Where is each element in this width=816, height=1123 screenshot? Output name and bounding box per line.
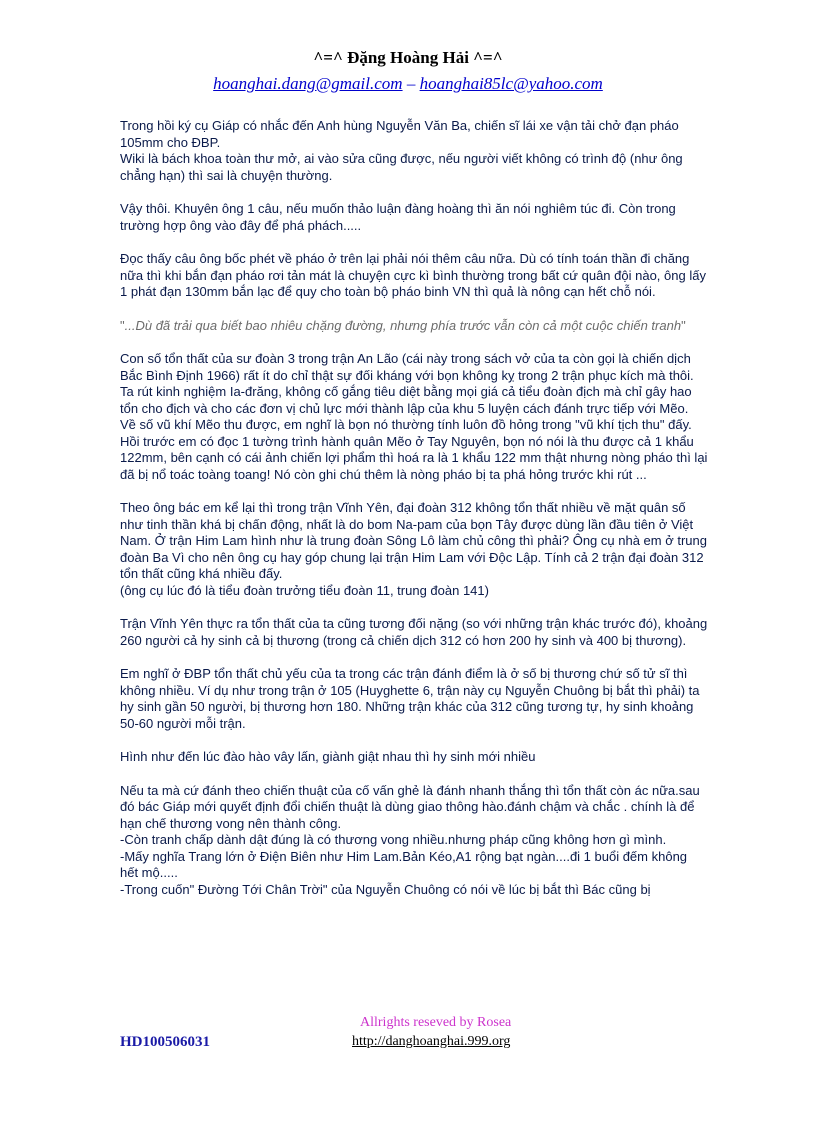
email-separator: – xyxy=(402,74,420,93)
paragraph-3: Đọc thấy câu ông bốc phét về pháo ở trên lại phải nói thêm câu nữa. Dù có tính toán thần đi chăng nữa thì khi bắn đạn pháo rơi tản mát là chuyện cực kì bình thường trong bất cứ quân đội nào, ông lấy 1 phát đạn 130mm bắn lạc để quy cho toàn bộ pháo binh VN thì quả là nông cạn hết chỗ nói. xyxy=(120,251,706,299)
email-link-yahoo[interactable]: hoanghai85lc@yahoo.com xyxy=(419,74,603,93)
paragraph-8: Hình như đến lúc đào hào vây lấn, giành giật nhau thì hy sinh mới nhiều xyxy=(120,749,536,764)
quote-open-mark: " xyxy=(120,317,125,333)
quote-paragraph xyxy=(120,318,708,335)
paragraph-1: Trong hồi ký cụ Giáp có nhắc đến Anh hùng Nguyễn Văn Ba, chiến sĩ lái xe vận tải chở đạn pháo 105mm cho ĐBP. Wiki là bách khoa toàn thư mở, ai vào sửa cũng được, nếu người viết không có trình độ (như ông chẳng hạn) thì sai là chuyện thường. xyxy=(120,118,683,183)
paragraph-9: Nếu ta mà cứ đánh theo chiến thuật của cố vấn ghẻ là đánh nhanh thắng thì tổn thất còn ác nữa.sau đó bác Giáp mới quyết định đổi chiến thuật là dùng giao thông hào.đánh chậm và chắc . chính là để hạn chế thương vong nên thành công. -Còn tranh chấp dành dật đúng là có thương vong nhiều.nhưng pháp cũng không hơn gì mình. -Mấy nghĩa Trang lớn ở Điện Biên như Him Lam.Bản Kéo,A1 rộng bạt ngàn....đi 1 buổi đếm không hết mộ..... -Trong cuốn" Đường Tới Chân Trời" của Nguyễn Chuông có nói về lúc bị bắt thì Bác cũng bị xyxy=(120,782,700,897)
paragraph-6: Trận Vĩnh Yên thực ra tổn thất của ta cũng tương đối nặng (so với những trận khác trước đó), khoảng 260 người cả hy sinh cả bị thương (trong cả chiến dịch 312 có hơn 200 hy sinh và 400 bị thương). xyxy=(120,616,708,648)
paragraph-7: Em nghĩ ở ĐBP tổn thất chủ yếu của ta trong các trận đánh điểm là ở số bị thương chứ số tử sĩ thì không nhiều. Ví dụ như trong trận ở 105 (Huyghette 6, trận này cụ Nguyễn Chuông bị bắt thì phải) ta hy sinh gần 50 người, bị thương hơn 180. Những trận khác của 312 cũng tương tự, hy sinh khoảng 50-60 người mỗi trận. xyxy=(120,666,700,731)
quote-close-mark: " xyxy=(681,317,686,333)
paragraph-2: Vậy thôi. Khuyên ông 1 câu, nếu muốn thảo luận đàng hoàng thì ăn nói nghiêm túc đi. Còn trong trường hợp ông vào đây để phá phách..... xyxy=(120,201,676,233)
footer-rights: Allrights reseved by Rosea xyxy=(360,1015,512,1030)
quote-text: ...Dù đã trải qua biết bao nhiêu chặng đường, nhưng phía trước vẫn còn cả một cuộc chiến tranh xyxy=(124,317,682,333)
author-emails xyxy=(0,74,816,94)
email-link-gmail[interactable]: hoanghai.dang@gmail.com xyxy=(213,74,403,93)
footer-document-code: HD100506031 xyxy=(120,1034,210,1050)
author-title: ^=^ Đặng Hoàng Hải ^=^ xyxy=(313,48,503,67)
post-body xyxy=(120,118,708,915)
paragraph-4: Con số tổn thất của sư đoàn 3 trong trận An Lão (cái này trong sách vở của ta còn gọi là chiến dịch Bắc Bình Định 1966) rất ít do chỉ thật sự đối kháng với bọn không kỵ trong 2 trận phục kích mà thôi. Ta rút kinh nghiệm Ia-đrăng, không cố gắng tiêu diệt bằng mọi giá cả tiểu đoàn địch mà chỉ gây hao tổn cho địch và cho các đơn vị chủ lực mới thành lập của khu 5 luyện cách đánh trực tiếp với Mẽo. Về số vũ khí Mẽo thu được, em nghĩ là bọn nó thường tính luôn đồ hỏng trong "vũ khí tịch thu" đấy. Hồi trước em có đọc 1 tường trình hành quân Mẽo ở Tay Nguyên, bọn nó nói là thu được cả 1 khẩu 122mm, bên cạnh có cái ảnh chiến lợi phẩm thì hoá ra là 1 khẩu 122 mm thật nhưng nòng pháo thì lại đã bị nổ toác toàng toang! Nó còn ghi chú thêm là nòng pháo bị ta phá hỏng trước khi rút ... xyxy=(120,351,708,482)
paragraph-5: Theo ông bác em kể lại thì trong trận Vĩnh Yên, đại đoàn 312 không tổn thất nhiều về mặt quân số như tinh thần khá bị chấn động, nhất là do bom Na-pam của bọn Tây được dùng lần đầu tiên ở Việt Nam. Ở trận Him Lam hình như là trung đoàn Sông Lô làm chủ công thì phải? Ông cụ nhà em ở trung đoàn Ba Vì cho nên ông cụ hay góp chung lại trận Him Lam với Độc Lập. Tính cả 2 trận đại đoàn 312 tổn thất cũng khá nhiều đấy. (ông cụ lúc đó là tiểu đoàn trưởng tiểu đoàn 11, trung đoàn 141) xyxy=(120,500,707,598)
footer-url-link[interactable]: http://danghoanghai.999.org xyxy=(352,1034,511,1049)
